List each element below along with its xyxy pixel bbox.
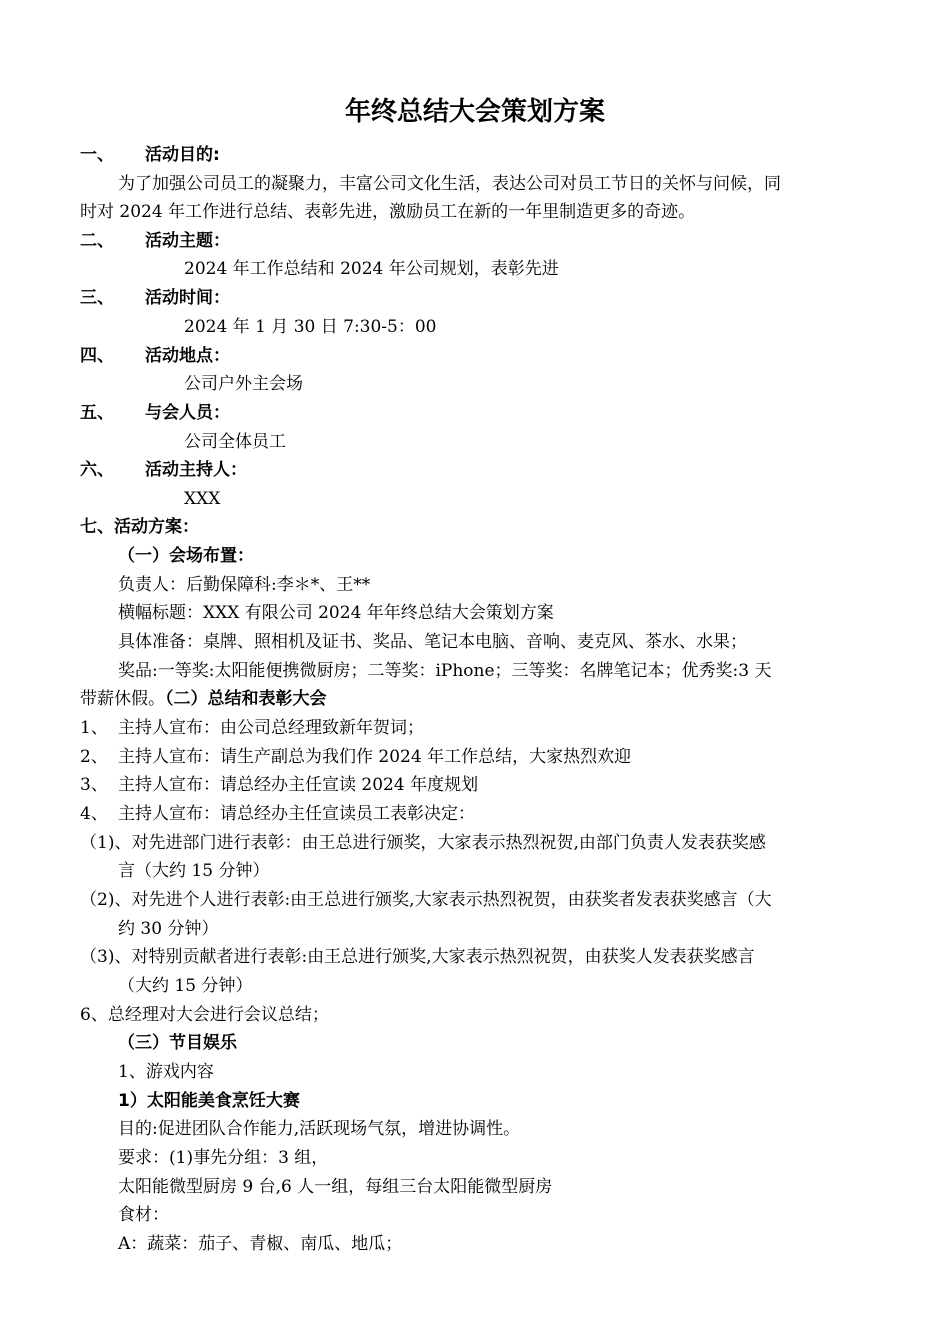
games-heading: 1、游戏内容: [118, 1062, 214, 1082]
section-6-heading: [80, 459, 247, 481]
ceremony-item-4-number: 4、: [80, 804, 108, 824]
section-6-value: XXX: [184, 489, 221, 509]
section-5-heading: [80, 402, 230, 424]
ceremony-item-2-text: 主持人宣布：请生产副总为我们作 2024 年工作总结，大家热烈欢迎: [118, 747, 632, 767]
venue-responsible: 负责人：后勤保障科:李＊*、王**: [118, 575, 371, 595]
ceremony-item-4: [80, 803, 475, 825]
section-4-label: 活动地点：: [145, 346, 230, 366]
section-3-value: 2024 年 1 月 30 日 7:30-5：00: [184, 317, 437, 337]
award-2-line2: 约 30 分钟）: [118, 919, 219, 939]
subsection-venue-heading: （一）会场布置：: [118, 546, 254, 566]
ceremony-item-3: [80, 774, 478, 796]
ceremony-item-1-number: 1、: [80, 718, 108, 738]
section-7-heading: 七、活动方案：: [80, 517, 199, 537]
ceremony-item-4-text: 主持人宣布：请总经办主任宣读员工表彰决定：: [118, 804, 475, 824]
award-3-line2: （大约 15 分钟）: [118, 976, 253, 996]
section-3-number: 三、: [80, 288, 114, 308]
section-4-number: 四、: [80, 346, 114, 366]
section-1-heading: [80, 144, 220, 166]
venue-preparation: 具体准备：桌牌、照相机及证书、奖品、笔记本电脑、音响、麦克风、茶水、水果；: [118, 632, 747, 652]
section-5-label: 与会人员：: [145, 403, 230, 423]
ceremony-item-1: [80, 717, 424, 739]
section-4-heading: [80, 345, 230, 367]
game-1-requirements: 要求：(1)事先分组：3 组，: [118, 1148, 329, 1168]
venue-banner: 横幅标题：XXX 有限公司 2024 年年终总结大会策划方案: [118, 603, 554, 623]
ceremony-item-1-text: 主持人宣布：由公司总经理致新年贺词；: [118, 718, 424, 738]
section-1-text-line2: 时对 2024 年工作进行总结、表彰先进，激励员工在新的一年里制造更多的奇迹。: [80, 202, 696, 222]
section-3-heading: [80, 287, 230, 309]
section-4-value: 公司户外主会场: [184, 374, 303, 394]
award-1-line2: 言（大约 15 分钟）: [118, 861, 270, 881]
ceremony-item-2: [80, 746, 631, 768]
award-2-line1: （2)、对先进个人进行表彰:由王总进行颁奖,大家表示热烈祝贺，由获奖者发表获奖感言（大: [80, 890, 772, 910]
prizes-line2: [80, 688, 327, 710]
section-2-label: 活动主题：: [145, 231, 230, 251]
game-1-title: 1）太阳能美食烹饪大赛: [118, 1091, 300, 1111]
award-1-line1: （1)、对先进部门进行表彰：由王总进行颁奖，大家表示热烈祝贺,由部门负责人发表获奖感: [80, 833, 766, 853]
section-1-number: 一、: [80, 145, 114, 165]
section-3-label: 活动时间：: [145, 288, 230, 308]
prizes-line2-text: 带薪休假。: [80, 689, 165, 709]
game-1-ingredients-label: 食材：: [118, 1205, 169, 1225]
page-title: 年终总结大会策划方案: [344, 97, 605, 127]
ceremony-item-3-text: 主持人宣布：请总经办主任宣读 2024 年度规划: [118, 775, 479, 795]
section-5-number: 五、: [80, 403, 114, 423]
section-2-value: 2024 年工作总结和 2024 年公司规划，表彰先进: [184, 259, 559, 279]
section-2-heading: [80, 230, 230, 252]
game-1-vegetables: A：蔬菜：茄子、青椒、南瓜、地瓜；: [118, 1234, 403, 1254]
section-1-text-line1: 为了加强公司员工的凝聚力，丰富公司文化生活，表达公司对员工节日的关怀与问候，同: [118, 174, 781, 194]
ceremony-item-6: 6、总经理对大会进行会议总结；: [80, 1005, 329, 1025]
game-1-purpose: 目的:促进团队合作能力,活跃现场气氛，增进协调性。: [118, 1119, 521, 1139]
ceremony-item-2-number: 2、: [80, 747, 108, 767]
section-6-number: 六、: [80, 460, 114, 480]
section-1-label: 活动目的:: [145, 145, 220, 165]
subsection-ceremony-heading: （二）总结和表彰大会: [165, 689, 327, 709]
prizes-line1: 奖品:一等奖:太阳能便携微厨房；二等奖：iPhone；三等奖：名牌笔记本；优秀奖:3 天: [118, 661, 772, 681]
game-1-kitchen: 太阳能微型厨房 9 台,6 人一组，每组三台太阳能微型厨房: [118, 1177, 553, 1197]
ceremony-item-3-number: 3、: [80, 775, 108, 795]
section-2-number: 二、: [80, 231, 114, 251]
section-5-value: 公司全体员工: [184, 432, 286, 452]
award-3-line1: （3)、对特别贡献者进行表彰:由王总进行颁奖,大家表示热烈祝贺，由获奖人发表获奖感言: [80, 947, 755, 967]
subsection-entertainment-heading: （三）节目娱乐: [118, 1033, 237, 1053]
section-6-label: 活动主持人：: [145, 460, 247, 480]
